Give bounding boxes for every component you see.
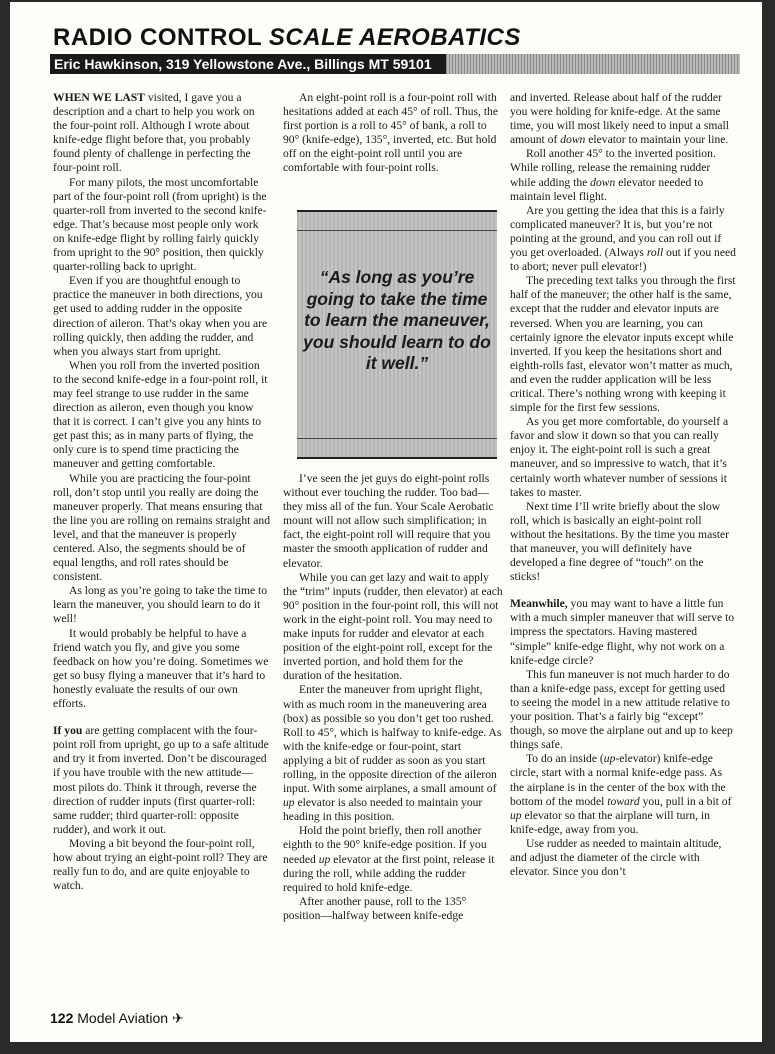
paragraph: While you can get lazy and wait to apply the “trim” inputs (rudder, then elevator) at each 90° position in the four-point roll, this will not work in the eight-point roll. You may need to make inputs for rudder and elevator at each position of the eight-point roll, except for the inverted portion, and hold them for the duration of the hesitation. [283, 570, 503, 683]
paragraph: Even if you are thoughtful enough to practice the maneuver in both directions, you get used to adding rudder in the opposite direction of aileron. That’s okay when you are rolling quickly, then adding the rudder, and when you always start from upright. [53, 274, 268, 358]
pull-quote-text: “As long as you’re going to take the time to learn the maneuver, you should learn to do it well.” [303, 267, 491, 373]
page-footer [50, 1010, 184, 1027]
author-byline: Eric Hawkinson, 319 Yellowstone Ave., Billings MT 59101 [50, 54, 446, 74]
magazine-name: Model Aviation [77, 1010, 169, 1026]
pull-quote-rule [297, 230, 497, 231]
text-column-2-top [283, 91, 503, 176]
column-title: RADIO CONTROL SCALE AEROBATICS [53, 24, 521, 51]
paragraph: It would probably be helpful to have a friend watch you fly, and give you some feedback on how you’re doing. Sometimes we get so busy flying a maneuver that it’s hard to honestly evaluate the results of our own efforts. [53, 626, 269, 711]
paragraph: and inverted. Release about half of the rudder you were holding for knife-edge. At the same time, you will most likely need to input a small amount of down elevator to maintain your line. [510, 91, 729, 147]
paragraph: As you get more comfortable, do yourself a favor and slow it down so that you can really enjoy it. The eight-point roll is such a great maneuver, and so impressive to watch, that it’s certainly worth whatever number of sessions it takes to master. [510, 415, 729, 499]
paragraph: While you are practicing the four-point roll, don’t stop until you really are doing the maneuver properly. That means ensuring that the line you are rolling on remains straight and level, and that the maneuver is properly centered. Also, the segments should be of equal lengths, and roll rates should be consistent. [53, 471, 271, 584]
paragraph: Use rudder as needed to maintain altitude, and adjust the diameter of the circle with elevator. Since you don’t [510, 836, 722, 879]
page-number: 122 [50, 1010, 74, 1026]
text-column-1 [53, 91, 271, 893]
paragraph: Moving a bit beyond the four-point roll, how about trying an eight-point roll? They are really fun to do, and are quite enjoyable to watch. [53, 836, 268, 893]
paragraph: Roll another 45° to the inverted position. While rolling, release the remaining rudder while adding the down elevator needed to maintain level flight. [510, 147, 716, 203]
magazine-page [10, 2, 762, 1042]
text-column-3 [510, 91, 736, 879]
paragraph: An eight-point roll is a four-point roll with hesitations added at each 45° of roll. Thus, the first portion is a roll to 45° of bank, a roll to 90° (knife-edge), 135°, inverted, etc. But hold off on the eight-point roll until you are comfortable with four-point rolls. [283, 91, 498, 175]
paragraph: Enter the maneuver from upright flight, with as much room in the maneuvering area (box) as possible so you don’t get too rushed. Roll to 45°, which is halfway to knife-edge. As with the knife-edge or four-point, start applying a bit of rudder as soon as you start rolling, in the opposite direction of the aileron input. With some airplanes, a small amount of up elevator is also needed to maintain your heading in this position. [283, 683, 502, 824]
paragraph: When you roll from the inverted position to the second knife-edge in a four-point roll, it may feel strange to use rudder in the same direction as aileron, even though you know that it is correct. I can’t give you any hints to get past this; as in many parts of flying, the only cure is to spend time practicing the maneuver and getting comfortable. [53, 358, 268, 471]
paragraph: This fun maneuver is not much harder to do than a knife-edge pass, except for getting used to seeing the model in a new attitude relative to your position. That’s a fairly big “except” though, so move the airplane out and up to keep things safe. [510, 667, 733, 752]
byline-bar [50, 54, 740, 74]
text-column-2-bottom [283, 472, 503, 923]
paragraph: Hold the point briefly, then roll another eighth to the 90° knife-edge position. If you needed up elevator at the first point, release it during the roll, while adding the rudder required to hold knife-edge. [283, 824, 495, 894]
paragraph: After another pause, roll to the 135° position—halfway between knife-edge [283, 894, 467, 922]
paragraph: I’ve seen the jet guys do eight-point rolls without ever touching the rudder. Too bad—they miss all of the fun. Your Scale Aerobatic mount will not allow such simplification; in fact, the eight-point roll will require that you master the smooth application of rudder and elevator. [283, 472, 494, 570]
paragraph: Next time I’ll write briefly about the slow roll, which is basically an eight-point roll without the hesitations. By the time you master that maneuver, you will definitely have developed a fine degree of “touch” on the sticks! [510, 499, 729, 584]
paragraph: As long as you’re going to take the time to learn the maneuver, you should learn to do it well! [53, 584, 268, 626]
paragraph: Meanwhile, you may want to have a little fun with a much simpler maneuver that will serve to impress the spectators. Having mastered “simple” knife-edge flight, why not work on a knife-edge circle? [510, 597, 735, 667]
paragraph: WHEN WE LAST visited, I gave you a description and a chart to help you work on the four-point roll. Although I wrote about knife-edge flight before that, you probably found plenty of challenge in perfecting the four-point roll. [53, 91, 255, 175]
paragraph: Are you getting the idea that this is a fairly complicated maneuver? It is, but you’re not pointing at the ground, and you can roll out if you get overloaded. (Always roll out if you need to abort; never pull elevator!) [510, 203, 736, 274]
pull-quote-box [297, 210, 497, 459]
airplane-icon: ✈ [171, 1010, 184, 1026]
paragraph: The preceding text talks you through the first half of the maneuver; the other half is the same, except that the rudder and elevator inputs are reversed. When you are learning, you can certainly ignore the elevator inputs except while inverted. If you keep the hesitations short and eighth-rolls fast, elevator won’t matter as much, and even the rudder application will be less critical. There’s nothing wrong with keeping it simple for the first few sessions. [510, 274, 736, 415]
pull-quote-rule [297, 438, 497, 439]
paragraph: If you are getting complacent with the four-point roll from upright, go up to a safe altitude and try it from inverted. Don’t be discouraged if you have trouble with the new attitude—most pilots do. Think it through, reverse the direction of rudder inputs (first quarter-roll: same rudder; third quarter-roll: opposite rudder), and work it out. [53, 724, 269, 836]
paragraph: For many pilots, the most uncomfortable part of the four-point roll (from upright) is the quarter-roll from inverted to the second knife-edge. That’s because most people only work on knife-edge flight by rolling fairly quickly from upright to the 90° position, then quickly quarter-rolling back to upright. [53, 175, 267, 274]
paragraph: To do an inside (up-elevator) knife-edge circle, start with a normal knife-edge pass. As the airplane is in the center of the box with the bottom of the model toward you, pull in a bit of up elevator so that the airplane will turn, in knife-edge, away from you. [510, 752, 732, 836]
